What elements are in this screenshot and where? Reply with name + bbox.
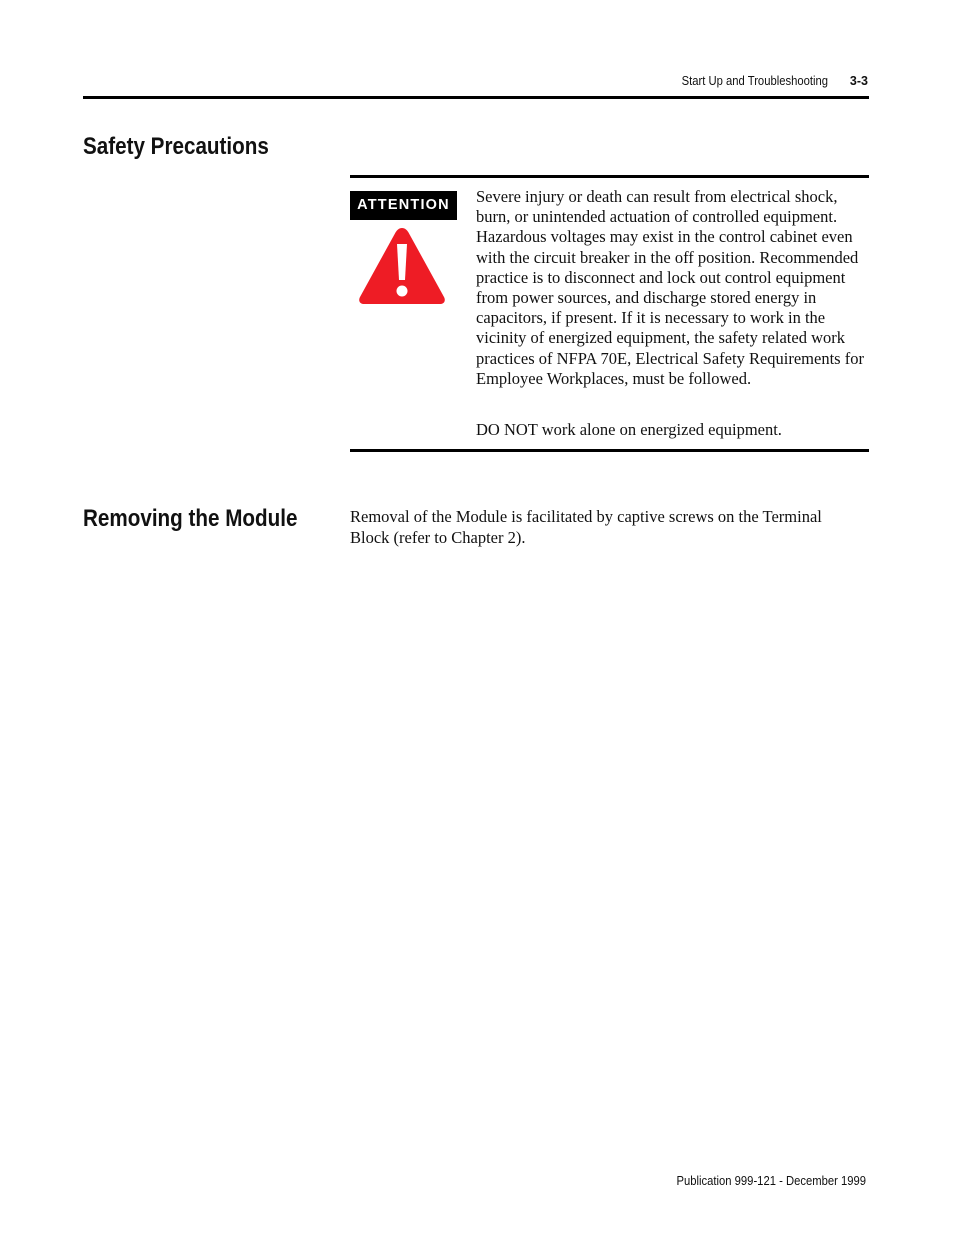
removing-the-module-text: Removal of the Module is facilitated by captive screws on the Terminal Block (refer to Chapter 2). xyxy=(350,507,822,547)
attention-note: DO NOT work alone on energized equipment. xyxy=(476,420,782,439)
attention-badge: ATTENTION xyxy=(350,191,457,220)
safety-precautions-heading: Safety Precautions xyxy=(83,133,269,160)
running-header-chapter-title: Start Up and Troubleshooting xyxy=(681,74,828,88)
attention-warning-text: Severe injury or death can result from electrical shock, burn, or unintended actuation of controlled equipment. Hazardous voltages may exist in the control cabinet even with the circuit breaker in the off position. Recommended practice is to disconnect and lock out control equipment from power sources, and discharge stored energy in capacitors, if present. If it is necessary to work in the vicinity of energized equipment, the safety related work practices of NFPA 70E, Electrical Safety Requirements for Employee Workplaces, must be followed. xyxy=(476,187,864,388)
header-rule xyxy=(83,96,869,99)
attention-box xyxy=(350,175,869,452)
page-number: 3-3 xyxy=(849,74,868,88)
publication-footer: Publication 999-121 - December 1999 xyxy=(676,1174,866,1188)
warning-triangle-icon xyxy=(357,225,447,306)
removing-the-module-heading: Removing the Module xyxy=(83,505,298,532)
